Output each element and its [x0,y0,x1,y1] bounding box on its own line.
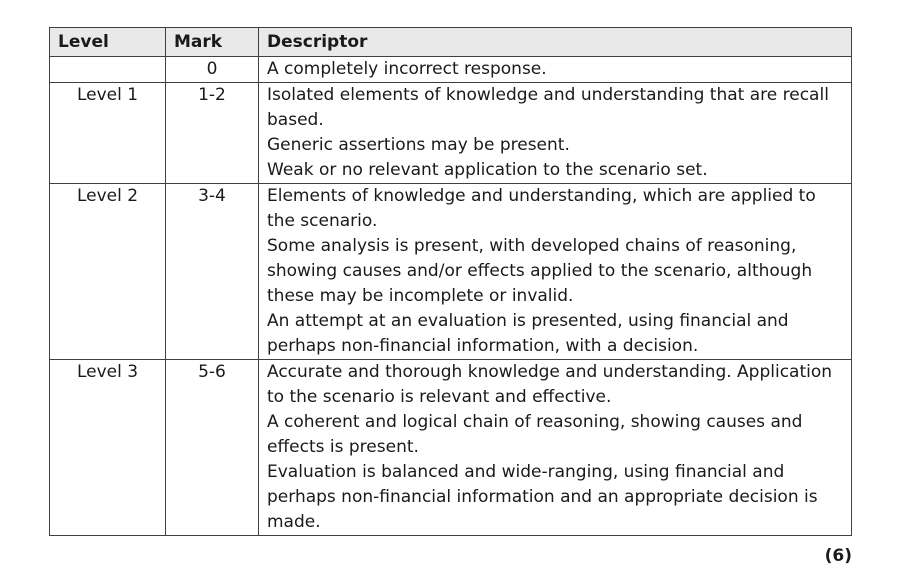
mark-cell: 1-2 [166,83,259,184]
total-marks: (6) [824,546,852,566]
descriptor-line: A coherent and logical chain of reasoning, showing causes and effects is present. [267,412,803,457]
table-row [50,360,852,536]
table-header-row [50,28,852,57]
descriptor-line: Some analysis is present, with developed chains of reasoning, showing causes and/or effects applied to the scenario, although these may be incomplete or invalid. [267,236,813,306]
table-row [50,184,852,360]
descriptor-line: A completely incorrect response. [267,59,547,79]
descriptor-line: An attempt at an evaluation is presented, using financial and perhaps non-financial information, with a decision. [267,311,789,356]
level-cell [50,57,166,83]
header-descriptor: Descriptor [259,28,852,57]
descriptor-cell [259,57,852,83]
descriptor-cell [259,360,852,536]
level-cell: Level 1 [50,83,166,184]
mark-cell: 3-4 [166,184,259,360]
table-row [50,57,852,83]
descriptor-cell [259,184,852,360]
level-cell: Level 3 [50,360,166,536]
descriptor-line: Weak or no relevant application to the scenario set. [267,160,708,180]
level-cell: Level 2 [50,184,166,360]
descriptor-line: Isolated elements of knowledge and understanding that are recall based. [267,85,829,130]
descriptor-cell [259,83,852,184]
table-row [50,83,852,184]
descriptor-line: Generic assertions may be present. [267,135,570,155]
descriptor-line: Accurate and thorough knowledge and understanding. Application to the scenario is relevant and effective. [267,362,833,407]
descriptor-line: Elements of knowledge and understanding, which are applied to the scenario. [267,186,816,231]
header-level: Level [50,28,166,57]
mark-cell: 0 [166,57,259,83]
header-mark: Mark [166,28,259,57]
mark-scheme-table [49,27,852,536]
descriptor-line: Evaluation is balanced and wide-ranging, using financial and perhaps non-financial information and an appropriate decision is made. [267,462,818,532]
mark-cell: 5-6 [166,360,259,536]
